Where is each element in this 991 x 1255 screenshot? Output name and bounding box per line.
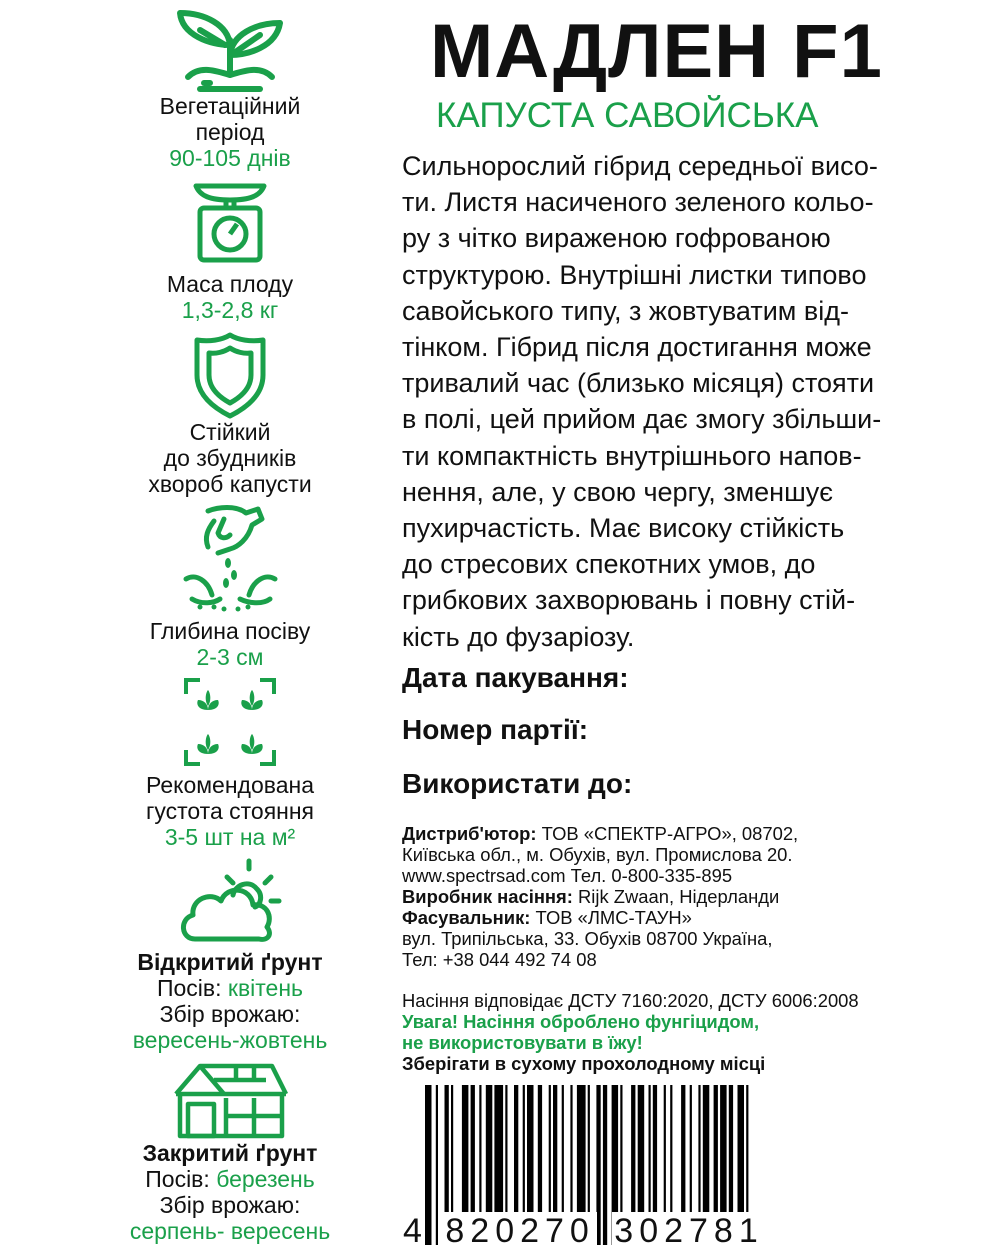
open-ground-harvest-label: Збір врожаю:: [159, 1001, 301, 1027]
fruit-mass-label: Маса плоду: [166, 271, 294, 297]
plant-spacing-icon: [160, 676, 300, 768]
description-line: ти компактність внутрішнього напов-: [402, 440, 862, 471]
density-value: 3-5 шт на м²: [164, 824, 296, 850]
closed-ground-sow-label: Посів:: [145, 1166, 210, 1192]
vegetation-label-line2: період: [195, 119, 265, 145]
packer-label: Фасувальник:: [402, 907, 531, 928]
description-line: кість до фузаріозу.: [402, 621, 635, 652]
resistance-line1: Стійкий: [189, 419, 271, 445]
storage-text: Зберігати в сухому прохолодному місці: [402, 1053, 766, 1074]
distributor-label: Дистриб'ютор:: [402, 823, 537, 844]
description-line: тривалий час (близько місяця) стояти: [402, 368, 875, 399]
sowing-depth-block: [60, 618, 400, 670]
distributor-address: Київська обл., м. Обухів, вул. Промислова 20.: [402, 844, 793, 865]
warning-line-2: не використовувати в їжу!: [402, 1032, 643, 1053]
barcode-group-2: 302781: [614, 1212, 764, 1250]
standard-text: Насіння відповідає ДСТУ 7160:2020, ДСТУ 6006:2008: [402, 990, 859, 1011]
density-line2: густота стояння: [145, 798, 315, 824]
use-by-label: Використати до:: [402, 768, 633, 799]
vegetation-label-line1: Вегетаційний: [159, 93, 301, 119]
legal-info: [402, 990, 922, 1074]
distributor-name: ТОВ «СПЕКТР-АГРО», 08702,: [541, 823, 799, 844]
sprout-icon: [160, 5, 300, 95]
distributor-contact: www.spectrsad.com Тел. 0-800-335-895: [402, 865, 733, 886]
description-line: нення, але, у свою чергу, зменшує: [402, 476, 834, 507]
resistance-line3: хвороб капусти: [148, 471, 312, 497]
pack-date-label: Дата пакування:: [402, 662, 629, 693]
open-ground-harvest-value: вересень-жовтень: [132, 1027, 328, 1053]
description-line: Сильнорослий гібрид середньої висо-: [402, 151, 878, 181]
open-ground-title: Відкритий ґрунт: [137, 949, 323, 975]
distributor-info: [402, 823, 922, 970]
open-ground-block: [60, 949, 400, 1053]
open-ground-sow-label: Посів:: [156, 975, 222, 1001]
closed-ground-sow-value: березень: [216, 1166, 315, 1192]
warning-line-1: Увага! Насіння оброблено фунгіцидом,: [402, 1011, 760, 1032]
description-line: грибкових захворювань і повну стій-: [402, 585, 856, 616]
product-title: МАДЛЕН F1: [430, 9, 883, 94]
sowing-depth-value: 2-3 см: [196, 644, 264, 670]
fruit-mass-value: 1,3-2,8 кг: [181, 297, 279, 323]
batch-label: Номер партії:: [402, 714, 589, 745]
fruit-mass-block: [60, 271, 400, 323]
description-line: савойського типу, з жовтуватим від-: [402, 295, 849, 326]
description-line: ру з чітко вираженою гофрованою: [402, 223, 831, 254]
greenhouse-icon: [160, 1060, 300, 1140]
description: [402, 148, 922, 655]
vegetation-label: [60, 93, 400, 171]
barcode-group-1: 820270: [445, 1212, 595, 1250]
barcode-digits: [403, 1212, 766, 1251]
closed-ground-block: [60, 1140, 400, 1244]
sun-cloud-icon: [160, 855, 300, 943]
packer-address: вул. Трипільська, 33. Обухів 08700 Україна,: [402, 928, 773, 949]
closed-ground-harvest-value: серпень- вересень: [129, 1218, 331, 1244]
sowing-hand-icon: [160, 503, 300, 613]
producer-name: Rijk Zwaan, Нідерланди: [578, 886, 780, 907]
density-block: [60, 772, 400, 850]
packer-phone: Тел: +38 044 492 74 08: [402, 949, 597, 970]
scale-icon: [160, 180, 300, 265]
packer-name: ТОВ «ЛМС-ТАУН»: [535, 907, 692, 928]
description-line: тінком. Гібрид після достигання може: [402, 332, 872, 363]
description-line: структурою. Внутрішні листки типово: [402, 259, 867, 290]
description-line: до стресових спекотних умов, до: [402, 549, 816, 580]
description-line: в полі, цей прийом дає змогу збільши-: [402, 404, 882, 435]
product-subtitle: КАПУСТА САВОЙСЬКА: [436, 96, 819, 135]
description-line: ти. Листя насиченого зеленого кольо-: [402, 187, 874, 218]
barcode-first-digit: 4: [403, 1212, 428, 1250]
producer-label: Виробник насіння:: [402, 886, 573, 907]
resistance-line2: до збудників: [163, 445, 297, 471]
closed-ground-harvest-label: Збір врожаю:: [159, 1192, 301, 1218]
open-ground-sow-value: квітень: [227, 975, 304, 1001]
resistance-block: [60, 419, 400, 497]
density-line1: Рекомендована: [146, 772, 314, 798]
closed-ground-title: Закритий ґрунт: [142, 1140, 318, 1166]
vegetation-value: 90-105 днів: [169, 145, 291, 171]
description-line: пухирчастість. Має високу стійкість: [402, 513, 845, 544]
shield-icon: [160, 330, 300, 420]
sowing-depth-label: Глибина посіву: [149, 618, 311, 644]
